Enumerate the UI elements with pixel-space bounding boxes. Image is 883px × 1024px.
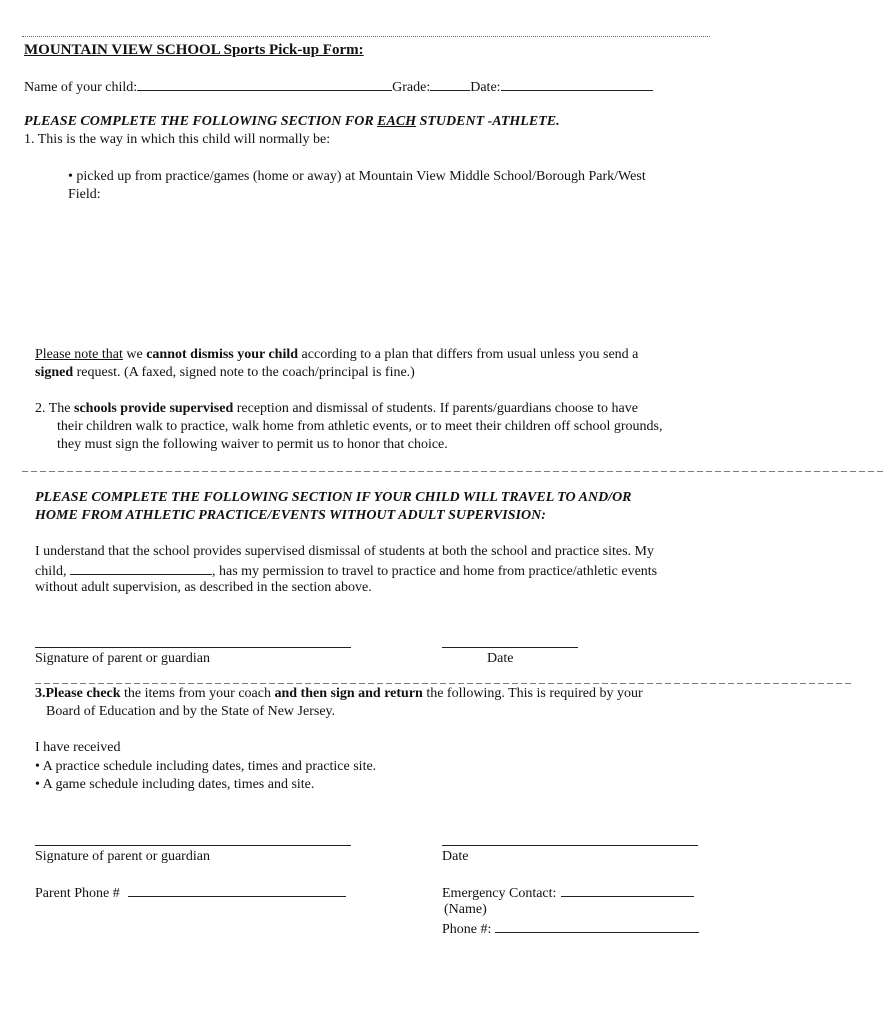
item3-line1: 3.Please check the items from your coach and then sign and return the following. This is required by your [35, 686, 643, 701]
name-label: Name of your child: [24, 80, 138, 95]
parent-phone-label: Parent Phone # [35, 886, 120, 901]
section2-heading-line2: HOME FROM ATHLETIC PRACTICE/EVENTS WITHOUT ADULT SUPERVISION: [35, 508, 546, 523]
dashed-separator-1: _ _ _ _ _ _ _ _ _ _ _ _ _ _ _ _ _ _ _ _ _ _ _ _ _ _ _ _ _ _ _ _ _ _ _ _ _ _ _ _ _ _ _ _ _ _ _ _ _ _ _ _ _ _ _ _ _ _ _ _ _ _ _ _ _ _ _ _ _ _ _ _ _ _ _ _ _ _ _ _ _ _ _ _ _ _ _ _ _ _ _ _ _ _ _ _ [22, 459, 883, 473]
received-label: I have received [35, 740, 121, 755]
date-field[interactable] [501, 77, 653, 91]
received-bullet-2: • A game schedule including dates, times and site. [35, 777, 315, 792]
date-line-1[interactable] [442, 647, 578, 648]
parent-phone-row [35, 883, 346, 903]
item2-line1: 2. The schools provide supervised reception and dismissal of students. If parents/guardians choose to have [35, 401, 638, 416]
emergency-contact-field[interactable] [561, 883, 694, 897]
section1-heading: PLEASE COMPLETE THE FOLLOWING SECTION FOR EACH STUDENT -ATHLETE. [24, 114, 560, 129]
item2-line2: their children walk to practice, walk home from athletic events, or to meet their children off school grounds, [57, 419, 663, 434]
date-label-2: Date [442, 849, 469, 864]
signature-label-2: Signature of parent or guardian [35, 849, 210, 864]
pickup-bullet-cont: Field: [68, 187, 101, 202]
date-line-2[interactable] [442, 845, 698, 846]
waiver-line1: I understand that the school provides supervised dismissal of students at both the school and practice sites. My [35, 544, 654, 559]
emergency-contact-row [442, 883, 694, 903]
item1-text: 1. This is the way in which this child will normally be: [24, 132, 331, 147]
emergency-contact-label: Emergency Contact: [442, 886, 557, 901]
name-grade-date-row [24, 77, 653, 97]
top-dotted-rule [22, 36, 710, 37]
waiver-line3: without adult supervision, as described in the section above. [35, 580, 372, 595]
signature-line-1[interactable] [35, 647, 351, 648]
parent-phone-field[interactable] [128, 883, 346, 897]
emergency-phone-label: Phone #: [442, 922, 492, 937]
item3-line2: Board of Education and by the State of New Jersey. [46, 704, 336, 719]
pickup-bullet: • picked up from practice/games (home or away) at Mountain View Middle School/Borough Park/West [68, 169, 646, 184]
note-line2: signed request. (A faxed, signed note to the coach/principal is fine.) [35, 365, 415, 380]
emergency-phone-row [442, 919, 699, 939]
date-label: Date: [470, 80, 501, 95]
date-label-1: Date [487, 651, 514, 666]
waiver-child-name-field[interactable] [70, 561, 212, 575]
signature-line-2[interactable] [35, 845, 351, 846]
emergency-phone-field[interactable] [495, 919, 699, 933]
note-line1: Please note that we cannot dismiss your child according to a plan that differs from usual unless you send a [35, 347, 639, 362]
received-bullet-1: • A practice schedule including dates, times and practice site. [35, 759, 377, 774]
waiver-line2: child, , has my permission to travel to practice and home from practice/athletic events [35, 561, 657, 581]
item2-line3: they must sign the following waiver to permit us to honor that choice. [57, 437, 448, 452]
signature-label-1: Signature of parent or guardian [35, 651, 210, 666]
grade-field[interactable] [430, 77, 470, 91]
grade-label: Grade: [392, 80, 431, 95]
emergency-name-label: (Name) [444, 902, 487, 917]
section2-heading-line1: PLEASE COMPLETE THE FOLLOWING SECTION IF YOUR CHILD WILL TRAVEL TO AND/OR [35, 490, 632, 505]
each-emphasis: EACH [377, 114, 417, 129]
dashed-separator-2: _ _ _ _ _ _ _ _ _ _ _ _ _ _ _ _ _ _ _ _ _ _ _ _ _ _ _ _ _ _ _ _ _ _ _ _ _ _ _ _ _ _ _ _ _ _ _ _ _ _ _ _ _ _ _ _ _ _ _ _ _ _ _ _ _ _ _ _ _ _ _ _ _ _ _ _ _ _ _ _ _ _ _ _ _ _ _ _ _ _ _ [35, 671, 851, 685]
page-title: MOUNTAIN VIEW SCHOOL Sports Pick-up Form: [24, 42, 364, 58]
child-name-field[interactable] [137, 77, 392, 91]
